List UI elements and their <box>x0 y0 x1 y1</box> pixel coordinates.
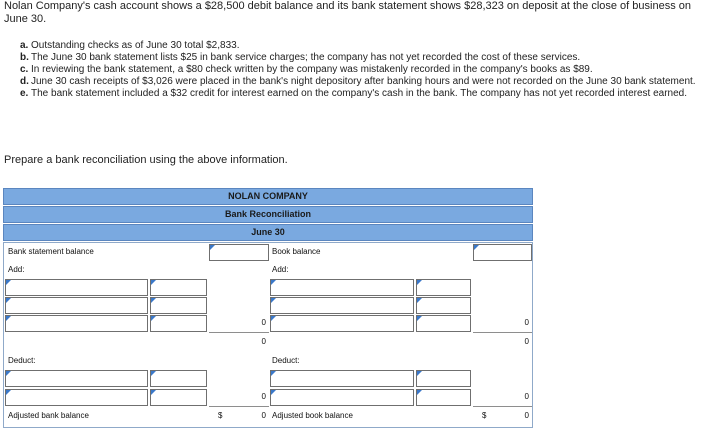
bank-add-subtotal: 0 <box>261 318 266 327</box>
book-balance-input[interactable] <box>473 244 532 261</box>
bank-deduct-total: 0 <box>261 392 266 401</box>
book-add-amount-2[interactable] <box>416 297 471 314</box>
item-letter: e. <box>20 88 29 99</box>
bank-deduct-amount-2[interactable] <box>150 389 207 406</box>
book-add-label: Add: <box>272 265 289 274</box>
book-add-description-3[interactable] <box>270 315 414 332</box>
item-letter: a. <box>20 40 29 51</box>
adjusted-bank-balance-value: 0 <box>261 411 266 420</box>
company-name: NOLAN COMPANY <box>3 188 533 205</box>
bank-add-amount-3[interactable] <box>150 315 207 332</box>
book-deduct-description-1[interactable] <box>270 370 414 387</box>
book-add-description-1[interactable] <box>270 279 414 296</box>
bank-deduct-description-2[interactable] <box>5 389 148 406</box>
bank-add-description-2[interactable] <box>5 297 148 314</box>
item-text: June 30 cash receipts of $3,026 were placed in the bank's night depository after banking hours and were not recorded on the June 30 bank statement. <box>31 76 696 87</box>
problem-intro: Nolan Company's cash account shows a $28,500 debit balance and its bank statement shows $28,323 on deposit at the close of business on June 30. <box>4 0 691 25</box>
statement-date: June 30 <box>3 224 533 241</box>
book-deduct-total: 0 <box>524 392 529 401</box>
instruction: Prepare a bank reconciliation using the above information. <box>4 154 288 166</box>
book-add-subtotal: 0 <box>524 318 529 327</box>
bank-add-amount-1[interactable] <box>150 279 207 296</box>
adjusted-book-balance-value: 0 <box>524 411 529 420</box>
statement-title: Bank Reconciliation <box>3 206 533 223</box>
item-letter: c. <box>20 64 29 75</box>
item-d <box>20 76 704 88</box>
item-c <box>20 64 704 76</box>
bank-deduct-label: Deduct: <box>8 356 36 365</box>
bank-reconciliation-form <box>3 188 533 428</box>
bank-total-rule <box>209 332 269 333</box>
bank-currency-symbol: $ <box>218 411 223 420</box>
item-letter: d. <box>20 76 29 87</box>
adjusted-bank-balance-label: Adjusted bank balance <box>8 411 89 420</box>
book-add-amount-1[interactable] <box>416 279 471 296</box>
item-e <box>20 88 704 100</box>
bank-add-amount-2[interactable] <box>150 297 207 314</box>
item-b <box>20 52 704 64</box>
book-deduct-amount-2[interactable] <box>416 389 471 406</box>
book-total-rule <box>473 332 532 333</box>
bank-statement-balance-input[interactable] <box>209 244 269 261</box>
book-deduct-amount-1[interactable] <box>416 370 471 387</box>
item-letter: b. <box>20 52 29 63</box>
book-add-amount-3[interactable] <box>416 315 471 332</box>
bank-total-after-add: 0 <box>261 337 266 346</box>
book-adjusted-rule <box>473 406 532 407</box>
item-text: The bank statement included a $32 credit for interest earned on the company's cash in the bank. The company has not yet recorded interest earned. <box>31 88 688 99</box>
item-a <box>20 40 704 52</box>
bank-add-label: Add: <box>8 265 25 274</box>
book-deduct-label: Deduct: <box>272 356 300 365</box>
item-text: Outstanding checks as of June 30 total $2,833. <box>31 40 240 51</box>
item-text: The June 30 bank statement lists $25 in bank service charges; the company has not yet recorded the cost of these services. <box>31 52 581 63</box>
book-deduct-description-2[interactable] <box>270 389 414 406</box>
book-total-after-add: 0 <box>524 337 529 346</box>
reconciliation-grid <box>3 242 533 428</box>
bank-add-description-1[interactable] <box>5 279 148 296</box>
book-add-description-2[interactable] <box>270 297 414 314</box>
problem-items <box>20 40 704 100</box>
item-text: In reviewing the bank statement, a $80 check written by the company was mistakenly recorded in the company's books as $89. <box>31 64 593 75</box>
bank-adjusted-rule <box>209 406 269 407</box>
bank-add-description-3[interactable] <box>5 315 148 332</box>
bank-statement-balance-label: Bank statement balance <box>8 247 94 256</box>
adjusted-book-balance-label: Adjusted book balance <box>272 411 353 420</box>
bank-deduct-description-1[interactable] <box>5 370 148 387</box>
book-currency-symbol: $ <box>482 411 487 420</box>
bank-deduct-amount-1[interactable] <box>150 370 207 387</box>
book-balance-label: Book balance <box>272 247 321 256</box>
